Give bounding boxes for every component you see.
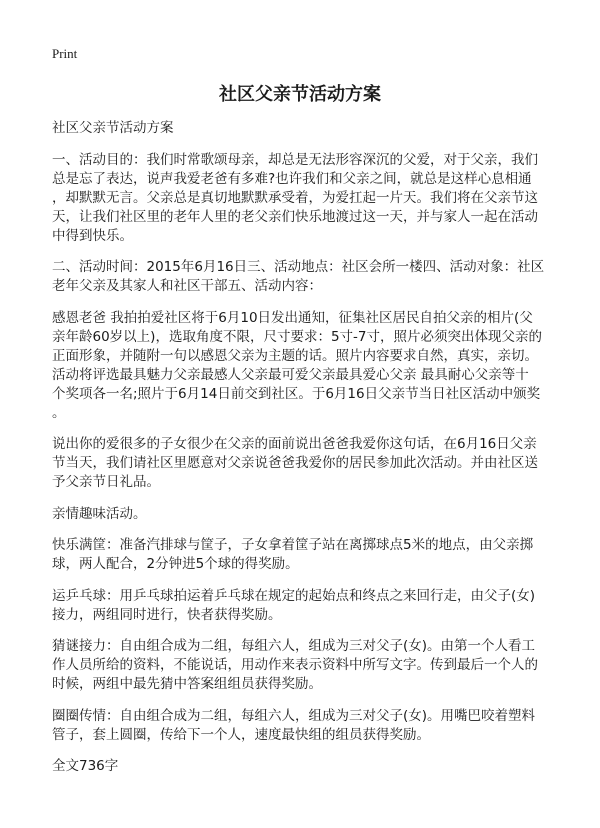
text-line: 一、活动目的：我们时常歌颂母亲，却总是无法形容深沉的父爱，对于父亲，我们 xyxy=(52,151,538,168)
word-count xyxy=(52,757,572,776)
text-line: 时候，两组中最先猜中答案组组员获得奖励。 xyxy=(52,676,322,692)
text-line: 快乐满筐：准备汽排球与筐子，子女拿着筐子站在离掷球点5米的地点，由父亲掷 xyxy=(52,537,534,553)
text-line: 天，让我们社区里的老年人里的老父亲们快乐地渡过这一天，并与家人一起在活动 xyxy=(52,208,538,225)
paragraph xyxy=(52,258,572,296)
paragraph xyxy=(52,505,572,524)
text-line: 亲情趣味活动。 xyxy=(52,505,147,522)
text-line: 正面形象，并随附一句以感恩父亲为主题的话。照片内容要求自然，真实，亲切。 xyxy=(52,347,538,364)
text-line: 接力，两组同时进行，快者获得奖励。 xyxy=(52,606,282,623)
print-link[interactable]: Print xyxy=(52,46,78,61)
text-line: 。 xyxy=(52,404,66,421)
text-line: 说出你的爱很多的子女很少在父亲的面前说出爸爸我爱你这句话，在6月16日父亲 xyxy=(52,436,537,452)
paragraph xyxy=(52,119,572,138)
document-body xyxy=(52,119,572,789)
text-line: 圈圈传情：自由组合成为二组，每组六人，组成为三对父子(女)。用嘴巴咬着塑料 xyxy=(52,707,536,724)
paragraph xyxy=(52,309,572,423)
text-line: 社区父亲节活动方案 xyxy=(52,120,174,136)
text-line: 亲年龄60岁以上)，选取角度不限，尺寸要求：5寸-7寸，照片必须突出体现父亲的 xyxy=(52,328,542,345)
text-line: 管子，套上圆圈，传给下一个人，速度最快组的组员获得奖励。 xyxy=(52,726,430,743)
text-line: 老年父亲及其家人和社区干部五、活动内容： xyxy=(52,278,322,294)
text-line: 全文736字 xyxy=(52,758,119,774)
paragraph xyxy=(52,637,572,694)
text-line: 猜谜接力：自由组合成为二组，每组六人，组成为三对父子(女)。由第一个人看工 xyxy=(52,638,536,654)
paragraph xyxy=(52,435,572,492)
text-line: 二、活动时间：2015年6月16日三、活动地点：社区会所一楼四、活动对象：社区 xyxy=(52,259,545,275)
text-line: 感恩老爸 我拍拍爱社区将于6月10日发出通知，征集社区居民自拍父亲的相片(父 xyxy=(52,309,533,326)
text-line: 个奖项各一名;照片于6月14日前交到社区。于6月16日父亲节当日社区活动中颁奖 xyxy=(52,385,541,402)
paragraph xyxy=(52,536,572,574)
paragraph xyxy=(52,151,572,246)
text-line: 运乒乓球：用乒乓球拍运着乒乓球在规定的起始点和终点之来回行走，由父子(女) xyxy=(52,587,536,604)
paragraph xyxy=(52,707,572,745)
document-title: 社区父亲节活动方案 xyxy=(219,84,381,105)
text-line: 予父亲节日礼品。 xyxy=(52,474,160,490)
text-line: 作人员所给的资料，不能说话，用动作来表示资料中所写文字。传到最后一个人的 xyxy=(52,657,538,673)
text-line: 活动将评选最具魅力父亲最感人父亲最可爱父亲最具爱心父亲 最具耐心父亲等十 xyxy=(52,366,529,383)
text-line: 节当天，我们请社区里愿意对父亲说爸爸我爱你的居民参加此次活动。并由社区送 xyxy=(52,455,538,471)
text-line: 球，两人配合，2分钟进5个球的得奖励。 xyxy=(52,556,299,572)
text-line: 中得到快乐。 xyxy=(52,227,133,244)
paragraph xyxy=(52,587,572,625)
text-line: 总是忘了表达，说声我爱老爸有多难?也许我们和父亲之间，就总是这样心息相通 xyxy=(52,170,532,187)
text-line: ，却默默无言。父亲总是真切地默默承受着，为爱扛起一片天。我们将在父亲节这 xyxy=(52,189,538,206)
